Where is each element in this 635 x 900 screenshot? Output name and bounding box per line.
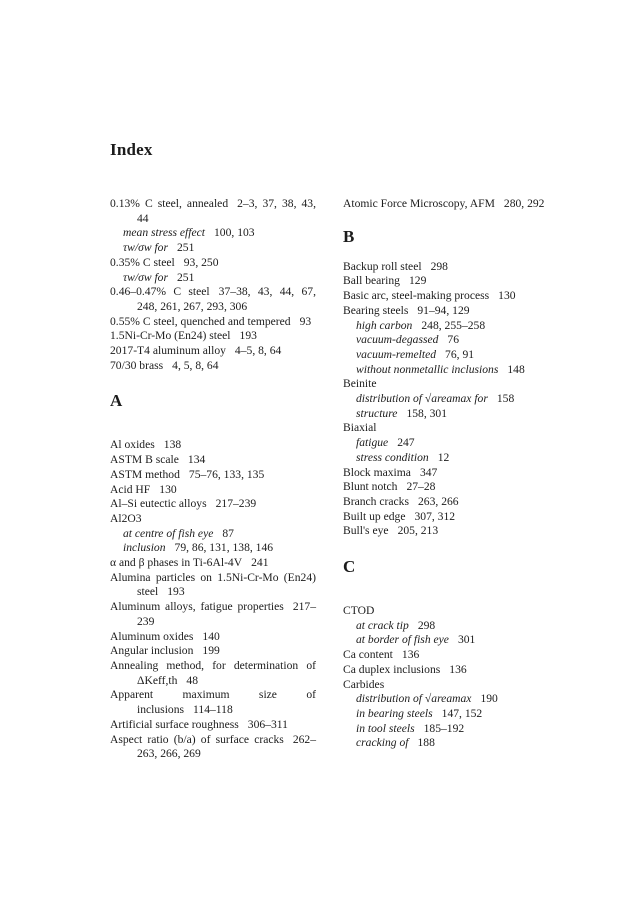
index-subentry: distribution of √areamax for 158: [356, 392, 515, 406]
left-column: [110, 197, 316, 762]
index-entry: Annealing method, for determination of ΔKeff,th 48: [110, 658, 316, 687]
index-entry: ASTM B scale 134: [110, 453, 206, 467]
index-entry: Ca content 136: [343, 648, 420, 662]
index-entry: Bearing steels 91–94, 129: [343, 303, 470, 317]
index-entry: Al2O3: [110, 511, 142, 525]
index-entry: Carbides: [343, 677, 385, 691]
index-entry: Built up edge 307, 312: [343, 509, 456, 523]
index-subentry: in bearing steels 147, 152: [356, 706, 483, 720]
index-entry: Bull's eye 205, 213: [343, 524, 439, 538]
index-entry: Basic arc, steel-making process 130: [343, 289, 516, 303]
right-column: [343, 197, 559, 751]
index-entry: Angular inclusion 199: [110, 644, 220, 658]
index-entry: α and β phases in Ti-6Al-4V 241: [110, 556, 269, 570]
index-subentry: distribution of √areamax 190: [356, 692, 498, 706]
index-entry: CTOD: [343, 604, 375, 618]
section-letter-a: A: [110, 391, 123, 411]
index-entry: Backup roll steel 298: [343, 259, 448, 273]
index-entry: 0.55% C steel, quenched and tempered 93: [110, 314, 312, 328]
index-subentry: vacuum-degassed 76: [356, 333, 460, 347]
index-entry: Ball bearing 129: [343, 274, 427, 288]
index-entry: 0.46–0.47% C steel 37–38, 43, 44, 67, 248, 261, 267, 293, 306: [110, 285, 317, 313]
index-entry: Alumina particles on 1.5Ni-Cr-Mo (En24) steel 193: [110, 570, 316, 599]
index-entry: Beinite: [343, 377, 377, 391]
index-entry: Biaxial: [343, 421, 377, 435]
index-entry: Al oxides 138: [110, 438, 182, 452]
index-entry: Branch cracks 263, 266: [343, 494, 459, 508]
index-subentry: structure 158, 301: [356, 406, 448, 420]
index-entry: Blunt notch 27–28: [343, 480, 436, 494]
index-entry: Ca duplex inclusions 136: [343, 662, 467, 676]
index-subentry: without nonmetallic inclusions 148: [356, 362, 525, 376]
section-letter-b: B: [343, 226, 355, 246]
index-entry: 0.35% C steel 93, 250: [110, 255, 219, 269]
index-subentry: fatigue 247: [356, 436, 415, 450]
index-subentry: at border of fish eye 301: [356, 633, 476, 647]
index-entry: Aluminum alloys, fatigue properties 217–239: [110, 600, 316, 628]
index-entry: Artificial surface roughness 306–311: [110, 717, 288, 731]
index-subentry: at crack tip 298: [356, 618, 436, 632]
index-subentry: τw/σw for 251: [123, 270, 195, 284]
index-subentry: stress condition 12: [356, 450, 450, 464]
index-subentry: vacuum-remelted 76, 91: [356, 347, 475, 361]
index-entry: Apparent maximum size of inclusions 114–118: [110, 688, 316, 717]
index-entry: 70/30 brass 4, 5, 8, 64: [110, 358, 219, 372]
index-subentry: mean stress effect 100, 103: [123, 226, 255, 240]
index-entry: Aspect ratio (b/a) of surface cracks 262–263, 266, 269: [110, 732, 316, 761]
index-entry: Acid HF 130: [110, 482, 177, 496]
index-subentry: high carbon 248, 255–258: [356, 318, 486, 332]
index-entry: Atomic Force Microscopy, AFM 280, 292: [343, 197, 545, 210]
index-entry: 1.5Ni-Cr-Mo (En24) steel 193: [110, 329, 257, 343]
index-entry: ASTM method 75–76, 133, 135: [110, 467, 265, 481]
index-entry: Block maxima 347: [343, 465, 438, 479]
page-title: Index: [110, 140, 153, 159]
index-entry: 0.13% C steel, annealed 2–3, 37, 38, 43, 44: [110, 197, 316, 225]
index-subentry: cracking of 188: [356, 736, 435, 750]
index-entry: 2017-T4 aluminum alloy 4–5, 8, 64: [110, 344, 282, 358]
index-subentry: inclusion 79, 86, 131, 138, 146: [123, 541, 274, 555]
index-entry: Al–Si eutectic alloys 217–239: [110, 497, 257, 511]
index-subentry: τw/σw for 251: [123, 241, 195, 255]
index-subentry: at centre of fish eye 87: [123, 526, 234, 540]
section-letter-c: C: [343, 557, 356, 577]
index-subentry: in tool steels 185–192: [356, 721, 465, 735]
index-entry: Aluminum oxides 140: [110, 629, 220, 643]
